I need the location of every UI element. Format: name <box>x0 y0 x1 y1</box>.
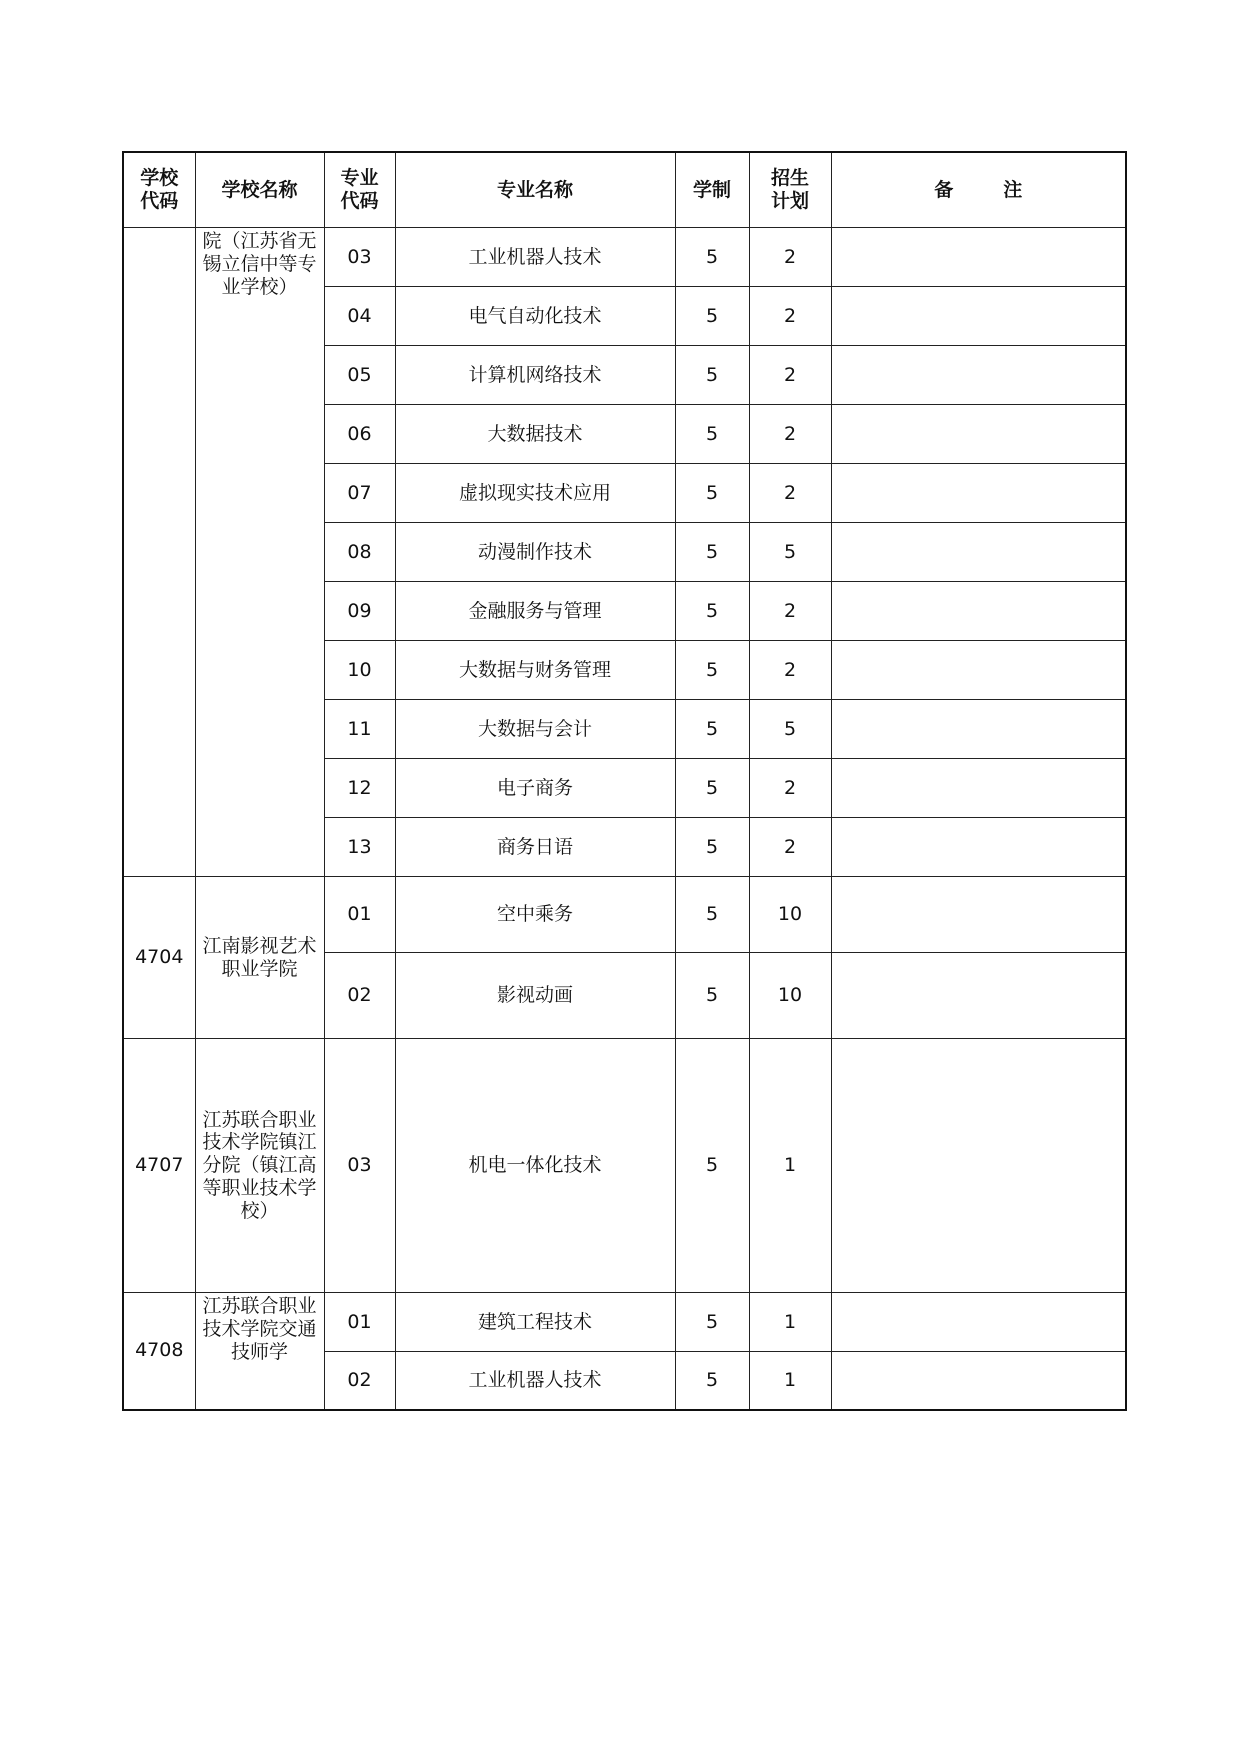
remark-cell <box>831 405 1126 464</box>
major-name-cell: 大数据技术 <box>395 405 675 464</box>
plan-cell: 5 <box>749 700 831 759</box>
school-name-cell: 江南影视艺术职业学院 <box>195 877 324 1039</box>
school-code-cell <box>123 228 195 877</box>
header-remark <box>831 152 1126 228</box>
plan-cell: 1 <box>749 1352 831 1410</box>
header-duration: 学制 <box>675 152 749 228</box>
plan-cell: 2 <box>749 818 831 877</box>
major-name-cell: 影视动画 <box>395 953 675 1039</box>
remark-cell <box>831 523 1126 582</box>
major-code-cell: 01 <box>324 877 395 953</box>
major-name-cell: 金融服务与管理 <box>395 582 675 641</box>
header-plan-line2: 计划 <box>770 190 809 212</box>
major-code-cell: 08 <box>324 523 395 582</box>
plan-cell: 1 <box>749 1293 831 1352</box>
major-name-cell: 电子商务 <box>395 759 675 818</box>
major-name-cell: 工业机器人技术 <box>395 1352 675 1410</box>
major-name-cell: 建筑工程技术 <box>395 1293 675 1352</box>
school-name-cell: 江苏联合职业技术学院镇江分院（镇江高等职业技术学校） <box>195 1039 324 1293</box>
school-name-cell: 江苏联合职业技术学院交通技师学 <box>195 1293 324 1410</box>
major-name-cell: 工业机器人技术 <box>395 228 675 287</box>
table-row <box>123 877 1126 953</box>
plan-cell: 2 <box>749 228 831 287</box>
major-name-cell: 大数据与会计 <box>395 700 675 759</box>
plan-cell: 2 <box>749 464 831 523</box>
header-major-code-line1: 专业 <box>340 167 379 190</box>
remark-cell <box>831 641 1126 700</box>
duration-cell: 5 <box>675 1039 749 1293</box>
plan-cell: 10 <box>749 953 831 1039</box>
remark-cell <box>831 759 1126 818</box>
remark-cell <box>831 1293 1126 1352</box>
admissions-plan-table <box>122 151 1127 1411</box>
duration-cell: 5 <box>675 759 749 818</box>
major-code-cell: 04 <box>324 287 395 346</box>
duration-cell: 5 <box>675 464 749 523</box>
major-code-cell: 05 <box>324 346 395 405</box>
header-plan <box>749 152 831 228</box>
remark-cell <box>831 582 1126 641</box>
major-code-cell: 09 <box>324 582 395 641</box>
plan-cell: 5 <box>749 523 831 582</box>
duration-cell: 5 <box>675 582 749 641</box>
table-row <box>123 1293 1126 1352</box>
duration-cell: 5 <box>675 405 749 464</box>
header-school-name: 学校名称 <box>195 152 324 228</box>
duration-cell: 5 <box>675 523 749 582</box>
duration-cell: 5 <box>675 877 749 953</box>
table-body <box>123 228 1126 1410</box>
remark-cell <box>831 287 1126 346</box>
major-code-cell: 02 <box>324 1352 395 1410</box>
major-name-cell: 大数据与财务管理 <box>395 641 675 700</box>
remark-cell <box>831 953 1126 1039</box>
plan-cell: 2 <box>749 287 831 346</box>
major-name-cell: 空中乘务 <box>395 877 675 953</box>
duration-cell: 5 <box>675 818 749 877</box>
major-name-cell: 计算机网络技术 <box>395 346 675 405</box>
major-code-cell: 07 <box>324 464 395 523</box>
duration-cell: 5 <box>675 641 749 700</box>
major-code-cell: 10 <box>324 641 395 700</box>
remark-cell <box>831 228 1126 287</box>
remark-cell <box>831 818 1126 877</box>
major-code-cell: 06 <box>324 405 395 464</box>
plan-cell: 1 <box>749 1039 831 1293</box>
major-code-cell: 11 <box>324 700 395 759</box>
plan-cell: 2 <box>749 641 831 700</box>
major-code-cell: 03 <box>324 1039 395 1293</box>
major-name-cell: 电气自动化技术 <box>395 287 675 346</box>
remark-cell <box>831 1352 1126 1410</box>
duration-cell: 5 <box>675 346 749 405</box>
duration-cell: 5 <box>675 1352 749 1410</box>
major-code-cell: 01 <box>324 1293 395 1352</box>
header-row <box>123 152 1126 228</box>
duration-cell: 5 <box>675 228 749 287</box>
school-name-cell: 院（江苏省无锡立信中等专业学校） <box>195 228 324 877</box>
plan-cell: 2 <box>749 346 831 405</box>
school-code-cell: 4704 <box>123 877 195 1039</box>
table-row <box>123 228 1126 287</box>
plan-cell: 10 <box>749 877 831 953</box>
header-major-code-line2: 代码 <box>340 190 379 212</box>
header-remark-text: 备注 <box>934 178 1073 201</box>
major-name-cell: 虚拟现实技术应用 <box>395 464 675 523</box>
remark-cell <box>831 877 1126 953</box>
duration-cell: 5 <box>675 1293 749 1352</box>
major-code-cell: 02 <box>324 953 395 1039</box>
header-school-code <box>123 152 195 228</box>
plan-cell: 2 <box>749 405 831 464</box>
major-code-cell: 13 <box>324 818 395 877</box>
plan-cell: 2 <box>749 759 831 818</box>
duration-cell: 5 <box>675 953 749 1039</box>
remark-cell <box>831 700 1126 759</box>
plan-cell: 2 <box>749 582 831 641</box>
remark-cell <box>831 346 1126 405</box>
school-code-cell: 4707 <box>123 1039 195 1293</box>
header-school-code-line1: 学校 <box>140 167 179 190</box>
major-code-cell: 03 <box>324 228 395 287</box>
school-code-cell: 4708 <box>123 1293 195 1410</box>
header-major-code <box>324 152 395 228</box>
duration-cell: 5 <box>675 287 749 346</box>
major-name-cell: 机电一体化技术 <box>395 1039 675 1293</box>
remark-cell <box>831 464 1126 523</box>
table-row <box>123 1039 1126 1293</box>
header-school-code-line2: 代码 <box>140 190 179 212</box>
header-plan-line1: 招生 <box>770 167 809 190</box>
major-code-cell: 12 <box>324 759 395 818</box>
major-name-cell: 商务日语 <box>395 818 675 877</box>
remark-cell <box>831 1039 1126 1293</box>
duration-cell: 5 <box>675 700 749 759</box>
header-major-name: 专业名称 <box>395 152 675 228</box>
major-name-cell: 动漫制作技术 <box>395 523 675 582</box>
